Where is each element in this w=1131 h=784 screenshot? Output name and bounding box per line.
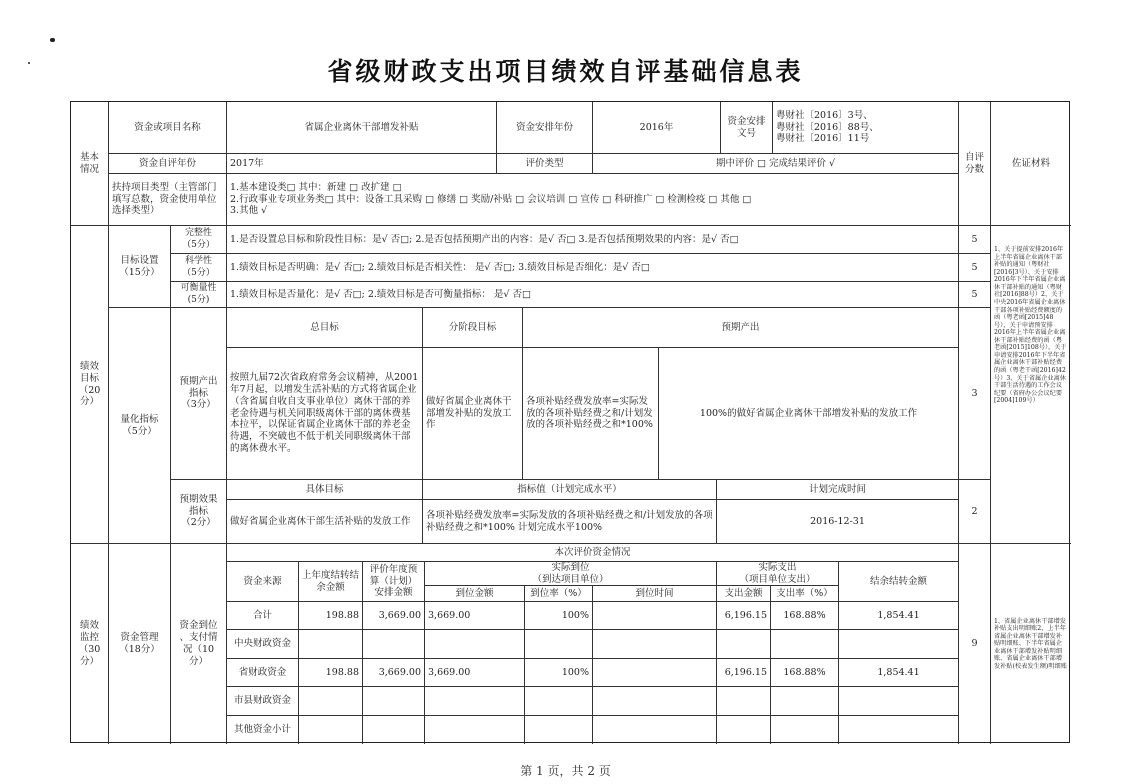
fund-row-carry: 1,854.41 (839, 659, 959, 687)
plan-time-header: 计划完成时间 (717, 480, 959, 500)
page-number: 第 1 页，共 2 页 (520, 764, 611, 778)
spend-rate-header: 支出率（%） (771, 586, 839, 602)
spend-amount-header: 支出金额 (717, 586, 771, 602)
fund-row-sp-amt: 6,196.15 (717, 659, 771, 687)
perf-evidence: 1、关于提前安排2016年上半年省属企业离休干部补贴的通知（粤财社[2016]3号）、关于安排2016年下半年省属企业离休干部补贴的通知（粤财社[2016]88号）2、关于中央2016年省属企业离休干部各项补贴经费额度的函（粤老函[2015]48号），关于申请预安排2016年上半年省属企业离休干部补贴经费的函（粤老函[2015]108号），关于申请安排2016年下半年省属企业离休干部补贴经费的函（粤老干函[2016]42号）3、关于省属企业离休干部生活待遇的工作会议纪要（省府办公会议纪要[2004]109号） (991, 226, 1071, 544)
fund-row-arr-rate (525, 687, 593, 715)
scan-mark (50, 38, 55, 42)
evidence-header: 佐证材料 (991, 102, 1071, 226)
completeness-text: 1.是否设置总目标和阶段性目标：是√ 否□; 2.是否包括预期产出的内容：是√ 否□ 3.是否包括预期效果的内容：是√ 否□ (227, 226, 959, 254)
doc-number-value: 粤财社〔2016〕3号、 粤财社〔2016〕88号、 粤财社〔2016〕11号 (773, 102, 959, 154)
carry-over-header: 结余结转金额 (839, 562, 959, 602)
fund-source-header: 资金来源 (227, 562, 299, 602)
fund-row-carry (839, 687, 959, 715)
info-table (70, 101, 1070, 743)
fund-row-prev: 198.88 (299, 659, 363, 687)
doc-number-label: 资金安排 文号 (721, 102, 773, 154)
quant-indicator-label: 量化指标 （5分） (109, 308, 171, 544)
completeness-label: 完整性 （5分） (171, 226, 227, 254)
project-name-label: 资金或项目名称 (109, 102, 227, 154)
fund-row-label: 中央财政资金 (227, 630, 299, 658)
fund-row-arr-rate: 100% (525, 659, 593, 687)
specific-goal-text: 做好省属企业离休干部生活补贴的发放工作 (227, 500, 423, 544)
fund-row-arr-rate: 100% (525, 602, 593, 630)
monitor-evidence: 1、省属企业离休干部增发补贴支出明细账2、上半年省属企业离休干部增发补贴明细账、下半年省属企业离休干部增发补贴明细账、省属企业离休干部增发补贴(校表发生额)明细账 (994, 617, 1067, 670)
eval-year-label: 资金自评年份 (109, 154, 227, 174)
scientific-label: 科学性 （5分） (171, 254, 227, 282)
scientific-score: 5 (959, 254, 991, 282)
fund-row-plan (363, 687, 425, 715)
measurable-label: 可衡量性 (5分) (171, 282, 227, 308)
fund-row-sp-amt (717, 687, 771, 715)
fund-year-label: 资金安排年份 (497, 102, 593, 154)
fund-row-sp-rate (771, 687, 839, 715)
output-target-text: 100%的做好省属企业离休干部增发补贴的发放工作 (659, 348, 959, 480)
page-title: 省级财政支出项目绩效自评基础信息表 (327, 57, 804, 86)
expected-output-header: 预期产出 (523, 308, 959, 348)
output-score: 3 (959, 308, 991, 480)
fund-row-sp-rate: 168.88% (771, 659, 839, 687)
fund-row-sp-amt (717, 630, 771, 658)
total-goal-text: 按照九届72次省政府常务会议精神，从2001年7月起，以增发生活补贴的方式将省属企业（含省属自收自支事业单位）离休干部的养老金待遇与机关同职级离休干部的离休费基本拉平，以保证省属企业离休干部的养老金待遇，不突破也不低于机关同职级离休干部的离休费水平。 (227, 348, 423, 480)
support-type-value: 1.基本建设类□ 其中：新建 □ 改扩建 □ 2.行政事业专项业务类□ 其中：设备工具采购 □ 修缮 □ 奖励/补贴 □ 会议培训 □ 宣传 □ 科研推广 □ 检测检疫 □ 其他 □ 3.其他 √ (227, 174, 959, 226)
fund-row-carry: 1,854.41 (839, 602, 959, 630)
specific-goal-header: 具体目标 (227, 480, 423, 500)
fund-row-arr-time (593, 602, 717, 630)
effect-score: 2 (959, 480, 991, 544)
fund-row-plan (363, 630, 425, 658)
stage-goal-header: 分阶段目标 (423, 308, 523, 348)
expected-output-label: 预期产出 指标 （3分） (171, 308, 227, 480)
fund-row-arr-time (593, 687, 717, 715)
plan-time-text: 2016-12-31 (717, 500, 959, 544)
fund-row-prev (299, 687, 363, 715)
fund-management-label: 资金管理 （18分） (109, 544, 171, 744)
score-header: 自评 分数 (959, 102, 991, 226)
perf-section-label: 绩效 目标 （20 分） (71, 226, 109, 544)
fund-row-prev: 198.88 (299, 602, 363, 630)
fund-row-prev (299, 630, 363, 658)
completeness-score: 5 (959, 226, 991, 254)
monitor-score: 9 (959, 544, 991, 744)
arrival-amount-header: 到位金额 (425, 586, 525, 602)
eval-situation-header: 本次评价资金情况 (227, 544, 959, 562)
fund-row-prev (299, 716, 363, 744)
output-indicator-text: 各项补贴经费发放率=实际发放的各项补贴经费之和/计划发放的各项补贴经费之和*100% (523, 348, 659, 480)
fund-row-sp-amt: 6,196.15 (717, 602, 771, 630)
actual-arrival-header: 实际到位 （到达项目单位） (425, 562, 717, 586)
fund-row-arr-amt (425, 630, 525, 658)
arrival-time-header: 到位时间 (593, 586, 717, 602)
fund-row-label: 其他资金小计 (227, 716, 299, 744)
target-setting-label: 目标设置 （15分） (109, 226, 171, 308)
indicator-value-text: 各项补贴经费发放率=实际发放的各项补贴经费之和/计划发放的各项补贴经费之和*100% 计划完成水平100% (423, 500, 717, 544)
fund-row-arr-rate (525, 716, 593, 744)
fund-row-arr-amt: 3,669.00 (425, 602, 525, 630)
basic-section-label: 基本 情况 (71, 102, 109, 226)
fund-row-arr-amt (425, 716, 525, 744)
fund-row-arr-time (593, 630, 717, 658)
fund-row-label: 合计 (227, 602, 299, 630)
monitor-section-label: 绩效 监控 （30 分） (71, 544, 109, 744)
fund-row-carry (839, 630, 959, 658)
fund-row-label: 市县财政资金 (227, 687, 299, 715)
fund-row-arr-amt: 3,669.00 (425, 659, 525, 687)
actual-spend-header: 实际支出 （项目单位支出） (717, 562, 839, 586)
scientific-text: 1.绩效目标是否明确：是√ 否□; 2.绩效目标是否相关性： 是√ 否□; 3.绩效目标是否细化：是√ 否□ (227, 254, 959, 282)
fund-row-arr-amt (425, 687, 525, 715)
fund-row-arr-time (593, 659, 717, 687)
fund-row-sp-amt (717, 716, 771, 744)
fund-row-plan (363, 716, 425, 744)
prev-balance-header: 上年度结转结余金额 (299, 562, 363, 602)
fund-row-plan: 3,669.00 (363, 659, 425, 687)
fund-row-sp-rate (771, 716, 839, 744)
fund-row-sp-rate: 168.88% (771, 602, 839, 630)
expected-effect-label: 预期效果 指标 （2分） (171, 480, 227, 544)
project-name-value: 省属企业离休干部增发补贴 (227, 102, 497, 154)
eval-type-value: 期中评价 □ 完成结果评价 √ (593, 154, 959, 174)
measurable-text: 1.绩效目标是否量化：是√ 否□; 2.绩效目标是否可衡量指标： 是√ 否□ (227, 282, 959, 308)
fund-arrival-label: 资金到位 、支付情 况（10 分） (171, 544, 227, 744)
fund-row-sp-rate (771, 630, 839, 658)
support-type-label: 扶持项目类型（主管部门填写总数，资金使用单位选择类型） (109, 174, 227, 226)
eval-type-label: 评价类型 (497, 154, 593, 174)
fund-row-label: 省财政资金 (227, 659, 299, 687)
stage-goal-text: 做好省属企业离休干部增发补贴的发放工作 (423, 348, 523, 480)
fund-year-value: 2016年 (593, 102, 721, 154)
eval-year-value: 2017年 (227, 154, 497, 174)
measurable-score: 5 (959, 282, 991, 308)
plan-budget-header: 评价年度预算（计划）安排金额 (363, 562, 425, 602)
fund-row-plan: 3,669.00 (363, 602, 425, 630)
fund-row-arr-time (593, 716, 717, 744)
fund-row-carry (839, 716, 959, 744)
indicator-value-header: 指标值（计划完成水平） (423, 480, 717, 500)
fund-row-arr-rate (525, 630, 593, 658)
arrival-rate-header: 到位率（%） (525, 586, 593, 602)
total-goal-header: 总目标 (227, 308, 423, 348)
